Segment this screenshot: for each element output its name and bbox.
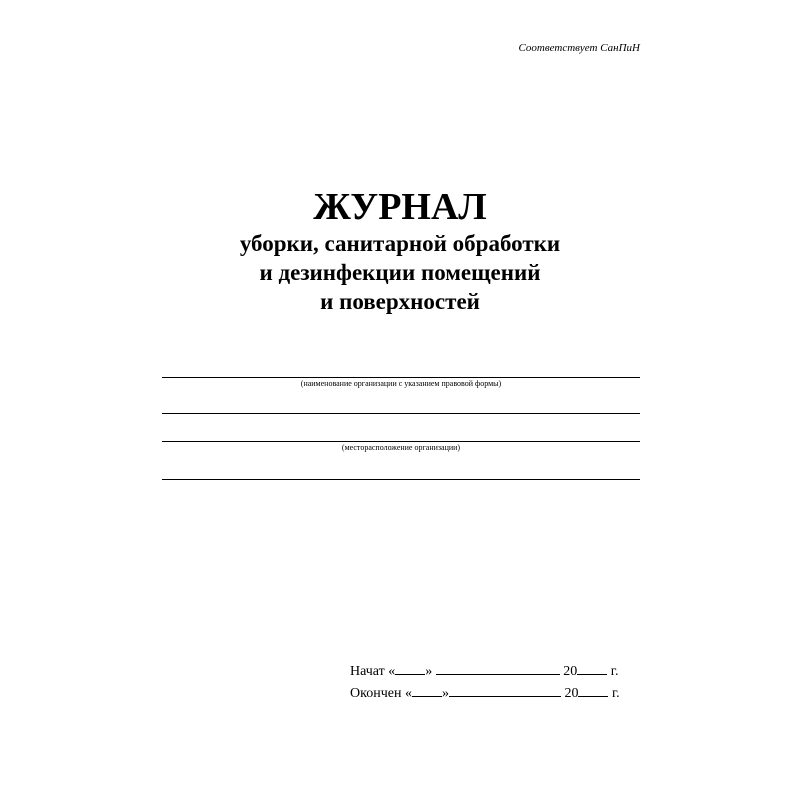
journal-subtitle-line-2: и дезинфекции помещений	[259, 260, 541, 285]
journal-dates	[350, 661, 620, 705]
started-day-blank[interactable]	[395, 661, 425, 675]
finished-year-prefix: 20	[564, 686, 579, 701]
started-label: Начат	[350, 664, 385, 679]
open-quote: «	[404, 686, 412, 701]
finished-label: Окончен	[350, 686, 402, 701]
started-year-blank[interactable]	[577, 661, 607, 675]
compliance-note: Соответствует СанПиН	[518, 42, 640, 54]
journal-subtitle-line-1: уборки, санитарной обработки	[239, 231, 561, 256]
started-date-row	[350, 661, 620, 683]
organization-location-line[interactable]	[162, 441, 640, 442]
started-year-suffix: г.	[610, 664, 619, 679]
finished-month-blank[interactable]	[449, 683, 561, 697]
organization-name-line-2[interactable]	[162, 413, 640, 414]
organization-location-caption: (месторасположение организации)	[341, 443, 461, 452]
organization-name-line[interactable]	[162, 377, 640, 378]
finished-year-blank[interactable]	[578, 683, 608, 697]
finished-day-blank[interactable]	[412, 683, 442, 697]
started-year-prefix: 20	[563, 664, 578, 679]
title-block	[0, 185, 800, 316]
started-month-blank[interactable]	[436, 661, 560, 675]
close-quote: »	[425, 664, 433, 679]
journal-subtitle-line-3: и поверхностей	[320, 289, 480, 314]
finished-date-row	[350, 683, 620, 705]
close-quote: »	[441, 686, 449, 701]
organization-name-caption: (наименование организации с указанием правовой формы)	[300, 379, 502, 388]
open-quote: «	[388, 664, 396, 679]
journal-title: ЖУРНАЛ	[313, 186, 487, 228]
finished-year-suffix: г.	[611, 686, 620, 701]
organization-location-line-2[interactable]	[162, 479, 640, 480]
